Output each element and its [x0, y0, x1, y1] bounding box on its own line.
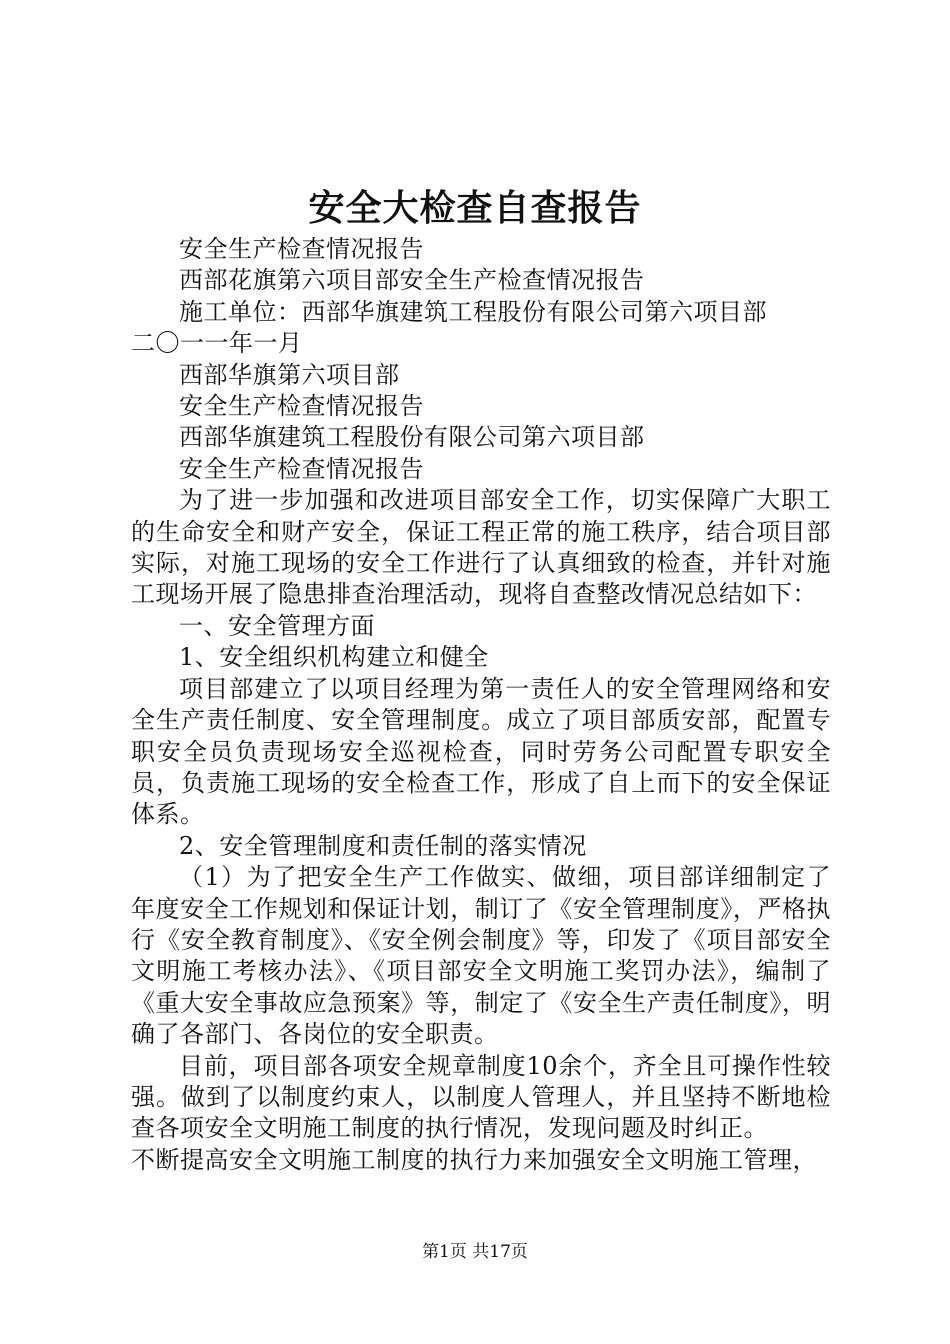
subsection-heading: 2、安全管理制度和责任制的落实情况	[179, 831, 587, 860]
body-paragraph: 项目部建立了以项目经理为第一责任人的安全管理网络和安全生产责任制度、安全管理制度。成立了项目部质安部，配置专职安全员负责现场安全巡视检查，同时劳务公司配置专职安全员，负责施工现场的安全检查工作，形成了自上而下的安全保证体系。	[131, 674, 831, 829]
header-line: 安全生产检查情况报告	[179, 454, 424, 483]
header-line: 西部华旗第六项目部	[179, 360, 400, 389]
body-paragraph: 目前，项目部各项安全规章制度10余个，齐全且可操作性较强。做到了以制度约束人，以制度人管理人，并且坚持不断地检查各项安全文明施工制度的执行情况，发现问题及时纠正。	[131, 1051, 831, 1143]
section-heading: 一、安全管理方面	[179, 611, 375, 640]
document-body	[131, 234, 831, 1176]
subsection-heading: 1、安全组织机构建立和健全	[179, 643, 489, 672]
body-paragraph: 不断提高安全文明施工制度的执行力来加强安全文明施工管理，	[131, 1145, 817, 1174]
document-title: 安全大检查自查报告	[308, 187, 642, 229]
date-line: 二〇一一年一月	[131, 329, 303, 358]
header-line: 西部花旗第六项目部安全生产检查情况报告	[179, 266, 645, 295]
header-line: 西部华旗建筑工程股份有限公司第六项目部	[179, 423, 645, 452]
header-line: 施工单位：西部华旗建筑工程股份有限公司第六项目部	[179, 297, 767, 326]
header-line: 安全生产检查情况报告	[179, 392, 424, 421]
body-paragraph: （1）为了把安全生产工作做实、做细，项目部详细制定了年度安全工作规划和保证计划，制订了《安全管理制度》，严格执行《安全教育制度》、《安全例会制度》等，印发了《项目部安全文明施工考核办法》、《项目部安全文明施工奖罚办法》，编制了《重大安全事故应急预案》等，制定了《安全生产责任制度》，明确了各部门、各岗位的安全职责。	[131, 863, 831, 1049]
intro-paragraph: 为了进一步加强和改进项目部安全工作，切实保障广大职工的生命安全和财产安全，保证工程正常的施工秩序，结合项目部实际，对施工现场的安全工作进行了认真细致的检查，并针对施工现场开展了隐患排查治理活动，现将自查整改情况总结如下：	[131, 486, 831, 609]
header-line: 安全生产检查情况报告	[179, 235, 424, 263]
page-number-footer: 第1页 共17页	[422, 1242, 528, 1262]
